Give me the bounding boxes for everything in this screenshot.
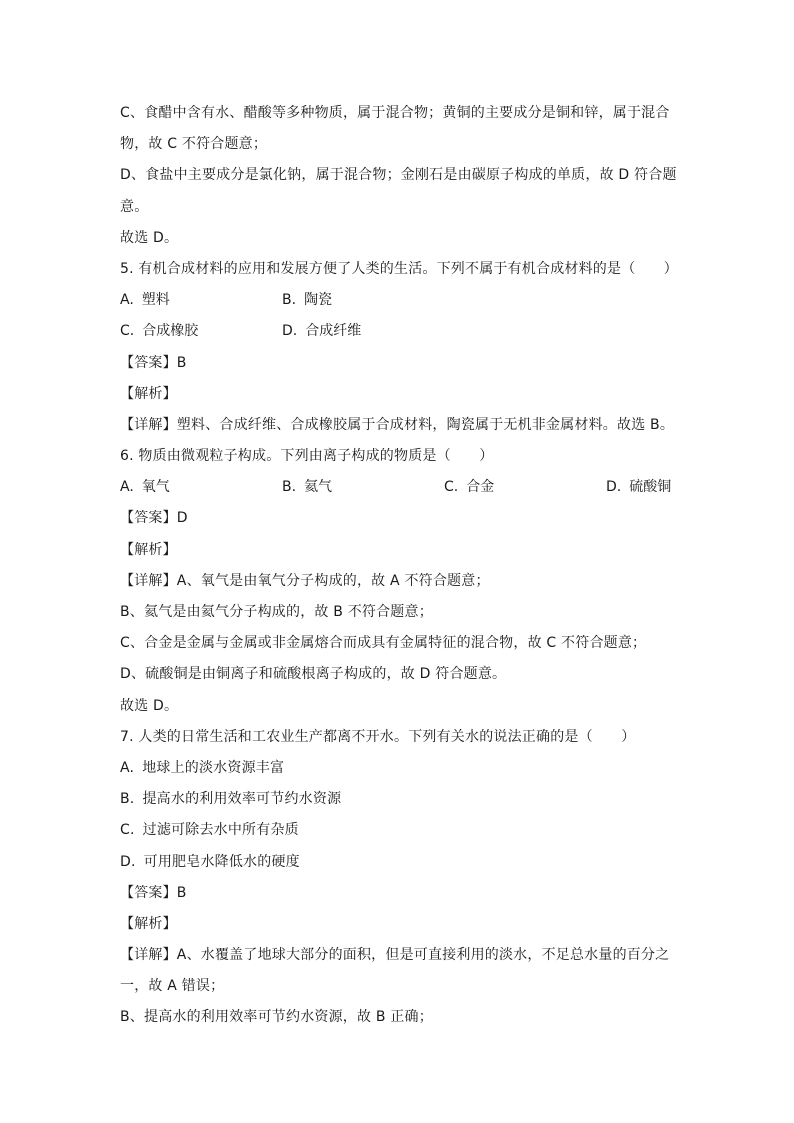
q5-option-c-letter: C. <box>120 323 135 340</box>
q7-option-b <box>120 784 680 815</box>
q4-conclusion: 故选 D。 <box>120 229 179 246</box>
q5-answer: 【答案】B <box>120 354 187 371</box>
q5-options-row1 <box>120 285 680 316</box>
q7-detail-line: 一，故 A 错误； <box>120 978 225 995</box>
q5-option-d <box>282 316 444 347</box>
q7-stem: 7. 人类的日常生活和工农业生产都离不开水。下列有关水的说法正确的是（ ） <box>120 728 636 745</box>
q6-option-c-text: 合金 <box>466 479 495 496</box>
q5-option-c-text: 合成橡胶 <box>142 323 199 340</box>
q7-option-a <box>120 753 680 784</box>
q6-option-a-text: 氧气 <box>141 479 170 496</box>
q4-option-d-explanation-line1: D、食盐中主要成分是氯化钠，属于混合物；金刚石是由碳原子构成的单质，故 D 符合题 <box>120 167 677 184</box>
q6-answer: 【答案】D <box>120 510 188 527</box>
q6-detail-line: C、合金是金属与金属或非金属熔合而成具有金属特征的混合物，故 C 不符合题意； <box>120 635 647 652</box>
q7-detail-line: 【详解】A、水覆盖了地球大部分的面积，但是可直接利用的淡水，不足总水量的百分之 <box>120 947 670 964</box>
q6-conclusion: 故选 D。 <box>120 697 179 714</box>
q5-option-b-text: 陶瓷 <box>304 292 333 309</box>
q5-options-row2 <box>120 316 680 347</box>
q7-option-c-text: 过滤可除去水中所有杂质 <box>142 822 299 839</box>
q7-option-d-text: 可用肥皂水降低水的硬度 <box>143 853 300 870</box>
q5-option-b <box>282 285 444 316</box>
q5-analysis-heading: 【解析】 <box>120 385 177 402</box>
q5-stem: 5. 有机合成材料的应用和发展方便了人类的生活。下列不属于有机合成材料的是（ ） <box>120 260 679 277</box>
q5-option-d-letter: D. <box>282 323 298 340</box>
q6-option-b-letter: B. <box>282 479 297 496</box>
q7-answer: 【答案】B <box>120 884 187 901</box>
q6-option-d <box>606 472 671 503</box>
q4-option-c-explanation-line2: 物，故 C 不符合题意； <box>120 136 268 153</box>
q7-option-c <box>120 815 680 846</box>
q6-detail-line: D、硫酸铜是由铜离子和硫酸根离子构成的，故 D 符合题意。 <box>120 666 507 683</box>
q7-option-d-letter: D. <box>120 853 136 870</box>
q7-option-a-letter: A. <box>120 759 135 776</box>
q5-option-b-letter: B. <box>282 292 297 309</box>
q6-option-c <box>444 472 606 503</box>
q6-option-a <box>120 472 282 503</box>
q7-option-b-text: 提高水的利用效率可节约水资源 <box>142 791 342 808</box>
q6-option-d-text: 硫酸铜 <box>629 479 672 496</box>
q6-stem: 6. 物质由微观粒子构成。下列由离子构成的物质是（ ） <box>120 448 494 465</box>
q7-option-c-letter: C. <box>120 822 135 839</box>
q5-option-a-letter: A. <box>120 292 134 309</box>
q6-detail-line: B、氦气是由氦气分子构成的，故 B 不符合题意； <box>120 604 433 620</box>
q6-analysis-heading: 【解析】 <box>120 541 177 558</box>
q7-detail-line: B、提高水的利用效率可节约水资源，故 B 正确； <box>120 1009 433 1026</box>
q5-option-d-text: 合成纤维 <box>305 323 362 340</box>
q7-option-b-letter: B. <box>120 791 135 808</box>
q6-detail-line: 【详解】A、氧气是由氧气分子构成的，故 A 不符合题意； <box>120 572 490 589</box>
q6-option-a-letter: A. <box>120 479 134 496</box>
q5-option-c <box>120 316 282 347</box>
document-content <box>120 98 680 1034</box>
q6-option-c-letter: C. <box>444 479 459 496</box>
q7-option-d <box>120 847 680 878</box>
q4-option-d-explanation-line2: 意。 <box>120 198 149 215</box>
q6-option-b-text: 氦气 <box>304 479 333 496</box>
q6-options-row <box>120 472 680 503</box>
q5-detail: 【详解】塑料、合成纤维、合成橡胶属于合成材料，陶瓷属于无机非金属材料。故选 B。 <box>120 416 675 433</box>
q6-option-d-letter: D. <box>606 479 622 496</box>
q6-option-b <box>282 472 444 503</box>
q4-option-c-explanation-line1: C、食醋中含有水、醋酸等多种物质，属于混合物；黄铜的主要成分是铜和锌，属于混合 <box>120 105 670 121</box>
q7-option-a-text: 地球上的淡水资源丰富 <box>142 759 285 776</box>
q5-option-a <box>120 285 282 316</box>
q7-analysis-heading: 【解析】 <box>120 915 177 932</box>
q5-option-a-text: 塑料 <box>141 292 170 309</box>
